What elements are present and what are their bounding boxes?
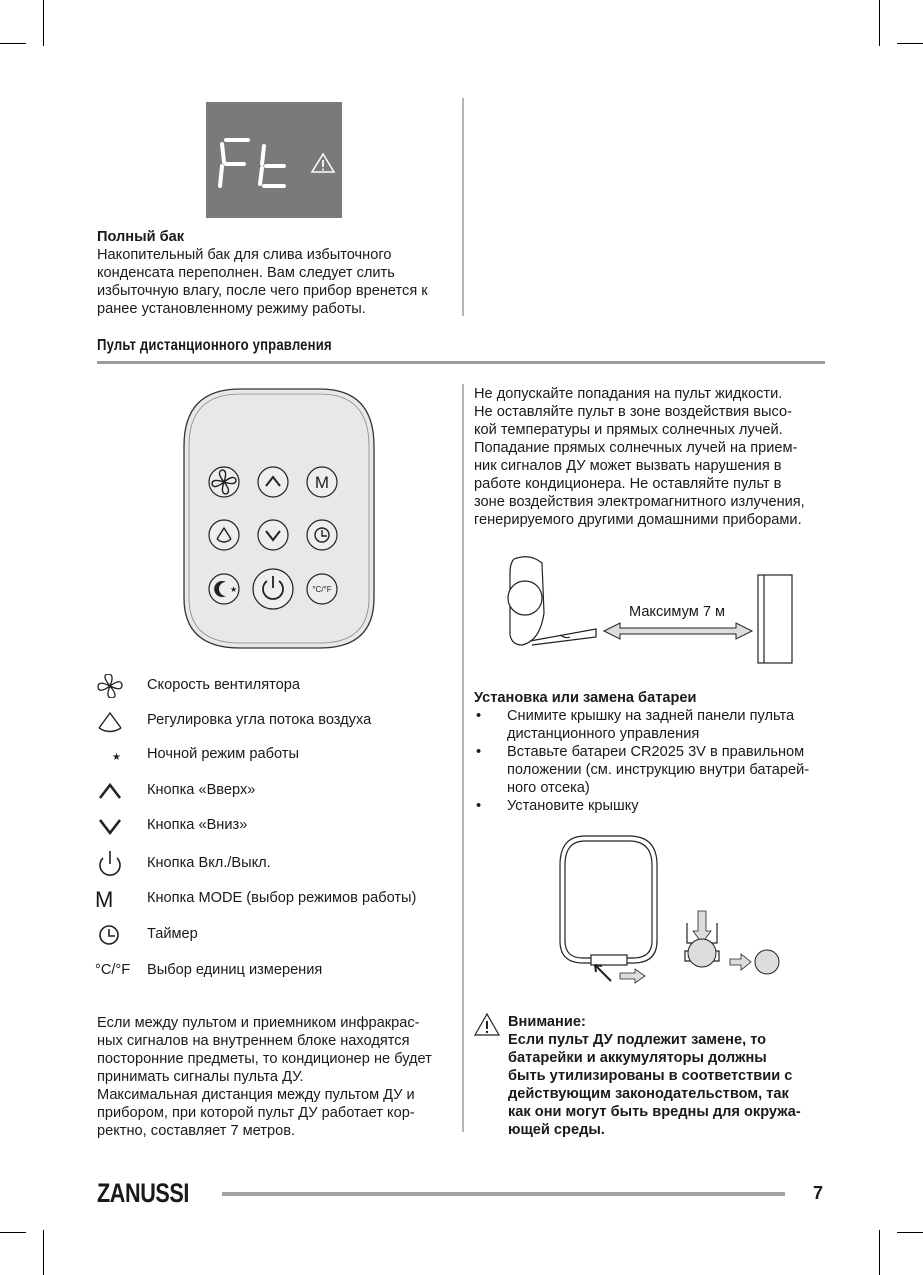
battery-step: • Установите крышку: [474, 797, 834, 815]
crop-mark: [897, 1232, 923, 1233]
legend-item-units: °C/°F Выбор единиц измерения: [95, 962, 323, 978]
timer-icon: [95, 923, 127, 947]
crop-mark: [0, 1232, 26, 1233]
page-number: 7: [813, 1183, 824, 1203]
swing-icon: [95, 709, 127, 733]
svg-text:★: ★: [230, 585, 238, 594]
chevron-up-icon: [95, 779, 127, 803]
column-divider: [462, 384, 464, 1132]
legend-item-down: Кнопка «Вниз»: [95, 814, 455, 838]
battery-replacement-figure: [555, 833, 790, 998]
remote-control-figure: [180, 386, 380, 657]
section-rule: [97, 361, 825, 364]
crop-mark: [879, 1230, 880, 1275]
legend-item-timer: Таймер: [95, 923, 455, 947]
warning-title: Внимание:: [508, 1014, 586, 1030]
footer-rule: [222, 1192, 785, 1196]
svg-text:★: ★: [112, 752, 121, 763]
ir-obstacle-text: Если между пультом и приемником инфракрас- ных сигналов на внутреннем блоке находятся посторонние предметы, то кондиционер не будет принимать сигналы пульта ДУ. Максимальная дистанция между пультом ДУ и прибором, при которой пульт ДУ работает кор- ректно, составляет 7 метров.: [97, 1015, 432, 1139]
crop-mark: [879, 0, 880, 46]
warning-icon: [473, 1012, 501, 1043]
remote-care-text: Не допускайте попадания на пульт жидкости. Не оставляйте пульт в зоне воздействия высо- кой температуры и прямых солнечных лучей. Попадание прямых солнечных лучей на прием- ник сигналов ДУ может вызвать нарушения в работе кондиционера. Не оставляйте пульт в зоне воздействия электромагнитного излучения, генерируемого другими домашними приборами.: [474, 386, 805, 528]
mode-button-label: M: [314, 473, 330, 492]
full-tank-title: Полный бак: [97, 229, 185, 245]
battery-step: • Снимите крышку на задней панели пульта дистанционного управления: [474, 707, 834, 743]
crop-mark: [43, 1230, 44, 1275]
column-divider: [462, 98, 464, 316]
crop-mark: [43, 0, 44, 46]
night-mode-icon: [95, 743, 127, 767]
warning-icon: [312, 154, 334, 172]
battery-title: Установка или замена батареи: [474, 690, 697, 706]
display-ft-code: [206, 102, 342, 218]
legend-item-up: Кнопка «Вверх»: [95, 779, 455, 803]
distance-diagram: [500, 553, 800, 678]
battery-steps: [474, 707, 834, 815]
warning-text: Если пульт ДУ подлежит замене, то батарейки и аккумуляторы должны быть утилизированы в соответствии с действующим законодательством, так как они могут быть вредны для окружа- ющей среды.: [508, 1032, 801, 1138]
mode-icon: M: [95, 887, 114, 912]
fan-icon: [95, 674, 127, 698]
distance-label: Максимум 7 м: [629, 604, 726, 620]
brand-logo: ZANUSSI: [97, 1178, 190, 1208]
crop-mark: [897, 43, 923, 44]
power-icon: [95, 849, 127, 879]
units-button-label: °C/°F: [312, 585, 332, 594]
crop-mark: [0, 43, 26, 44]
legend-item-power: Кнопка Вкл./Выкл.: [95, 849, 455, 873]
display-figure: [206, 102, 342, 218]
battery-step: • Вставьте батареи CR2025 3V в правильном положении (см. инструкцию внутри батарей- ного отсека): [474, 743, 834, 797]
full-tank-text: Накопительный бак для слива избыточного конденсата переполнен. Вам следует слить избыточную влагу, после чего прибор вренется к ранее установленному режиму работы.: [97, 247, 428, 317]
legend-item-swing: Регулировка угла потока воздуха: [95, 709, 455, 733]
units-icon: °C/°F: [95, 962, 131, 978]
legend-item-fan: Скорость вентилятора: [95, 674, 455, 698]
section-title: Пульт дистанционного управления: [97, 337, 332, 354]
legend-item-night: ★ Ночной режим работы: [95, 743, 455, 767]
legend-item-mode: M Кнопка MODE (выбор режимов работы): [95, 887, 417, 912]
chevron-down-icon: [95, 814, 127, 838]
